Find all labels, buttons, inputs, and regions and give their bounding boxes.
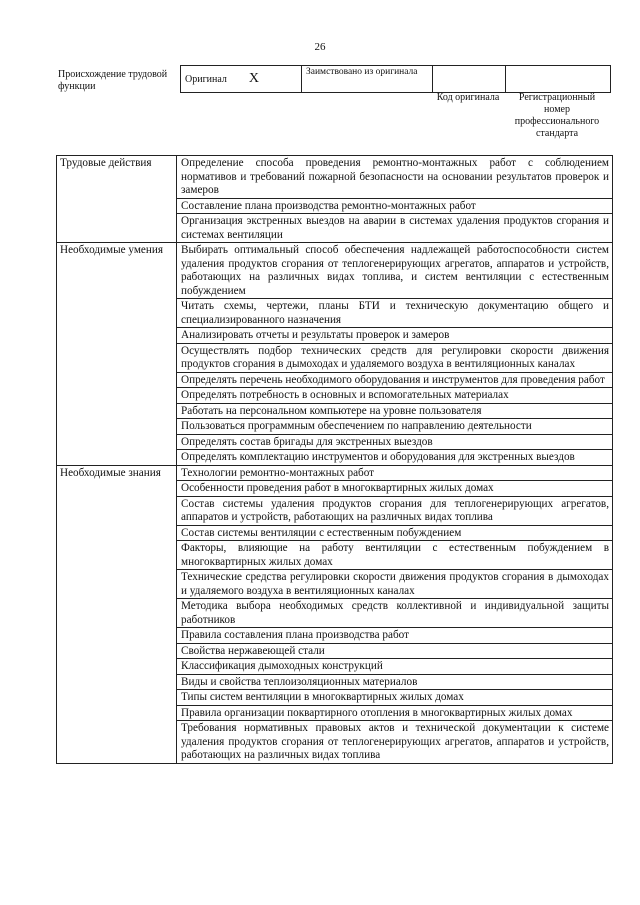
list-item: Технологии ремонтно-монтажных работ: [177, 465, 613, 481]
list-item: Работать на персональном компьютере на уровне пользователя: [177, 403, 613, 419]
list-item: Определять состав бригады для экстренных выездов: [177, 434, 613, 450]
list-item: Правила составления плана производства работ: [177, 628, 613, 644]
table-row: [57, 243, 613, 299]
list-item: Факторы, влияющие на работу вентиляции с естественным побуждением в многоквартирных жилых домах: [177, 541, 613, 570]
list-item: Методика выбора необходимых средств коллективной и индивидуальной защиты работников: [177, 599, 613, 628]
list-item: Технические средства регулировки скорости движения продуктов сгорания в дымоходах и удаляемого воздуха в вентиляционных каналах: [177, 570, 613, 599]
list-item: Анализировать отчеты и результаты проверок и замеров: [177, 328, 613, 344]
table-row: [57, 156, 613, 199]
original-label: Оригинал: [185, 74, 227, 85]
section-title: Трудовые действия: [57, 156, 177, 243]
list-item: Организация экстренных выездов на аварии в системах удаления продуктов сгорания и системах вентиляции: [177, 214, 613, 243]
list-item: Определять потребность в основных и вспомогательных материалах: [177, 388, 613, 404]
reg-number-label: Регистрационный номер профессионального стандарта: [514, 92, 600, 139]
list-item: Осуществлять подбор технических средств для регулировки скорости движения продуктов сгорания в дымоходах и удаляемого воздуха в вентиляционных каналах: [177, 343, 613, 372]
code-cell: [433, 66, 506, 93]
list-item: Читать схемы, чертежи, планы БТИ и техническую документацию общего и специализированного назначения: [177, 299, 613, 328]
function-table: [56, 155, 613, 764]
reg-number-cell: [506, 66, 611, 93]
list-item: Классификация дымоходных конструкций: [177, 659, 613, 675]
code-label: Код оригинала: [436, 92, 500, 103]
borrowed-label: Заимствовано из оригинала: [302, 66, 433, 93]
list-item: Составление плана производства ремонтно-монтажных работ: [177, 198, 613, 214]
section-title: Необходимые знания: [57, 465, 177, 763]
list-item: Правила организации поквартирного отопления в многоквартирных жилых домах: [177, 705, 613, 721]
list-item: Определение способа проведения ремонтно-монтажных работ с соблюдением нормативов и требований пожарной безопасности на основании результатов проверок и замеров: [177, 156, 613, 199]
origin-label: Происхождение трудовой функции: [58, 69, 168, 92]
table-row: [57, 465, 613, 481]
list-item: Состав системы вентиляции с естественным побуждением: [177, 525, 613, 541]
section-title: Необходимые умения: [57, 243, 177, 466]
origin-table: [180, 65, 611, 93]
original-mark: X: [248, 71, 260, 86]
original-cell: [181, 66, 302, 93]
list-item: Пользоваться программным обеспечением по направлению деятельности: [177, 419, 613, 435]
list-item: Типы систем вентиляции в многоквартирных жилых домах: [177, 690, 613, 706]
page-number: 26: [314, 41, 326, 53]
list-item: Определять комплектацию инструментов и оборудования для экстренных выездов: [177, 450, 613, 466]
list-item: Состав системы удаления продуктов сгорания для теплогенерирующих агрегатов, аппаратов и устройств, работающих на различных видах топлива: [177, 496, 613, 525]
list-item: Определять перечень необходимого оборудования и инструментов для проведения работ: [177, 372, 613, 388]
list-item: Требования нормативных правовых актов и технической документации к системе удаления продуктов сгорания от теплогенерирующих агрегатов, аппаратов и устройств, работающих на различных видах топлива: [177, 721, 613, 764]
list-item: Выбирать оптимальный способ обеспечения надлежащей работоспособности систем удаления продуктов сгорания от теплогенерирующих агрегатов, аппаратов и устройств, работающих на различных видах топлива, и систем вентиляции с естественным побуждением: [177, 243, 613, 299]
list-item: Свойства нержавеющей стали: [177, 643, 613, 659]
list-item: Особенности проведения работ в многоквартирных жилых домах: [177, 481, 613, 497]
list-item: Виды и свойства теплоизоляционных материалов: [177, 674, 613, 690]
